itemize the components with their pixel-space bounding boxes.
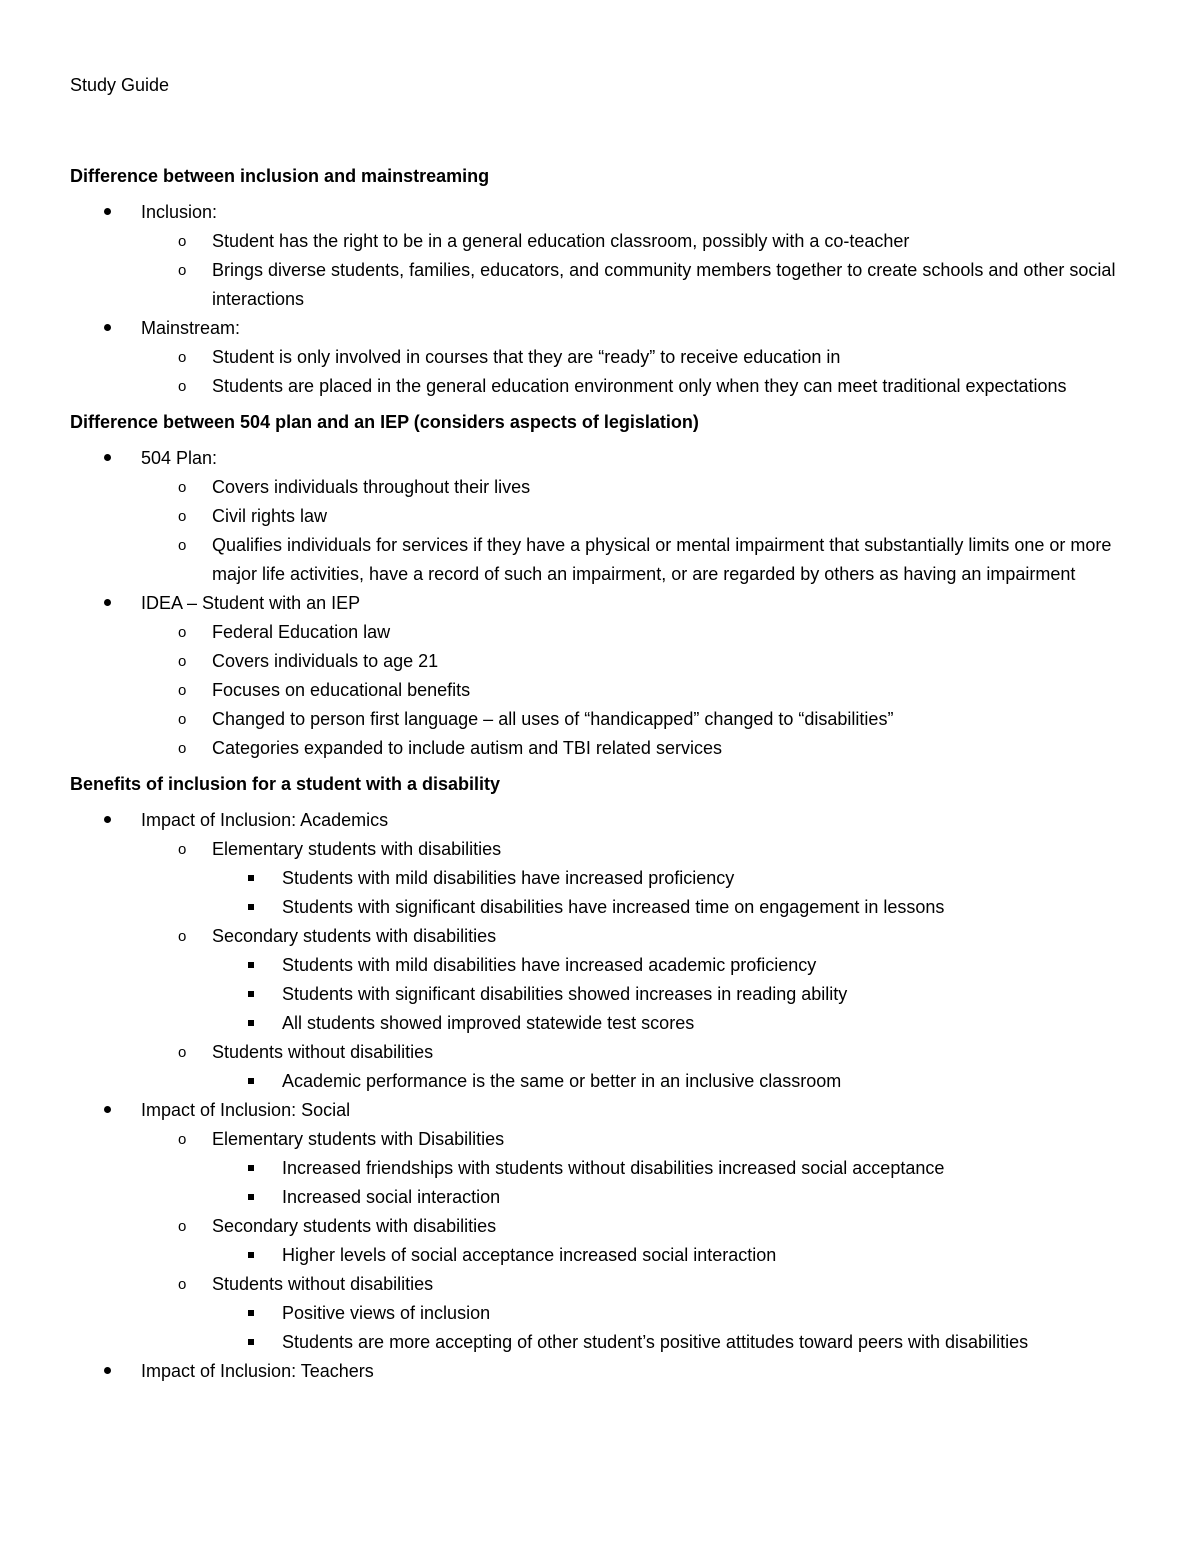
square-bullet-icon — [248, 980, 254, 1009]
circle-bullet-icon: o — [178, 1044, 187, 1061]
list-item-text: Categories expanded to include autism and TBI related services — [212, 738, 722, 758]
list-item — [70, 1328, 1120, 1357]
circle-bullet-icon: o — [178, 349, 187, 366]
list-item-text: Qualifies individuals for services if they have a physical or mental impairment that substantially limits one or more major life activities, have a record of such an impairment, or are regarded by others as having an impairment — [212, 535, 1112, 584]
list-item — [70, 589, 1120, 618]
list-item — [70, 473, 1120, 502]
list-item — [70, 1125, 1120, 1154]
list-item — [70, 198, 1120, 227]
circle-bullet-icon: o — [178, 479, 187, 496]
list-item-text: Impact of Inclusion: Social — [141, 1100, 351, 1120]
list-item-text: Covers individuals throughout their lives — [212, 477, 531, 497]
list-item — [70, 980, 1120, 1009]
square-bullet-icon — [248, 893, 254, 922]
square-bullet-icon — [248, 1299, 254, 1328]
bullet-list — [70, 806, 1120, 1386]
list-item-text: Impact of Inclusion: Academics — [141, 810, 389, 830]
section-heading: Benefits of inclusion for a student with a disability — [70, 774, 501, 794]
list-item — [70, 314, 1120, 343]
list-item-text: Positive views of inclusion — [282, 1303, 491, 1323]
document-title: Study Guide — [70, 75, 170, 95]
list-item-text: Student has the right to be in a general education classroom, possibly with a co-teacher — [212, 231, 910, 251]
circle-bullet-icon: o — [178, 1218, 187, 1235]
square-bullet-icon — [248, 1009, 254, 1038]
square-bullet-icon — [248, 1183, 254, 1212]
list-item-text: Brings diverse students, families, educators, and community members together to create schools and other social interactions — [212, 260, 1116, 309]
list-item — [70, 864, 1120, 893]
list-item — [70, 256, 1120, 314]
list-item-text: Students with significant disabilities showed increases in reading ability — [282, 984, 848, 1004]
list-item — [70, 1183, 1120, 1212]
bullet-list — [70, 444, 1120, 763]
list-item — [70, 444, 1120, 473]
circle-bullet-icon: o — [178, 233, 187, 250]
bullet-dot-icon — [104, 1357, 111, 1386]
list-item — [70, 835, 1120, 864]
list-item-text: Inclusion: — [141, 202, 218, 222]
square-bullet-icon — [248, 1154, 254, 1183]
list-item — [70, 227, 1120, 256]
list-item-text: Focuses on educational benefits — [212, 680, 471, 700]
section-heading: Difference between inclusion and mainstreaming — [70, 166, 490, 186]
list-item-text: Federal Education law — [212, 622, 391, 642]
list-item — [70, 922, 1120, 951]
list-item — [70, 531, 1120, 589]
list-item-text: Changed to person first language – all uses of “handicapped” changed to “disabilities” — [212, 709, 894, 729]
list-item-text: Students with mild disabilities have increased academic proficiency — [282, 955, 817, 975]
list-item-text: Increased social interaction — [282, 1187, 501, 1207]
circle-bullet-icon: o — [178, 841, 187, 858]
list-item — [70, 1009, 1120, 1038]
circle-bullet-icon: o — [178, 653, 187, 670]
square-bullet-icon — [248, 951, 254, 980]
list-item — [70, 676, 1120, 705]
square-bullet-icon — [248, 1067, 254, 1096]
list-item — [70, 1038, 1120, 1067]
list-item — [70, 1357, 1120, 1386]
list-item — [70, 1270, 1120, 1299]
list-item — [70, 502, 1120, 531]
list-item — [70, 705, 1120, 734]
circle-bullet-icon: o — [178, 1276, 187, 1293]
list-item-text: Students with mild disabilities have increased proficiency — [282, 868, 735, 888]
list-item-text: Students are placed in the general education environment only when they can meet traditional expectations — [212, 376, 1067, 396]
square-bullet-icon — [248, 864, 254, 893]
circle-bullet-icon: o — [178, 682, 187, 699]
circle-bullet-icon: o — [178, 537, 187, 554]
circle-bullet-icon: o — [178, 508, 187, 525]
bullet-dot-icon — [104, 314, 111, 343]
list-item-text: Students with significant disabilities have increased time on engagement in lessons — [282, 897, 945, 917]
circle-bullet-icon: o — [178, 711, 187, 728]
list-item-text: Elementary students with disabilities — [212, 839, 502, 859]
list-item-text: IDEA – Student with an IEP — [141, 593, 361, 613]
section-heading: Difference between 504 plan and an IEP (considers aspects of legislation) — [70, 412, 699, 432]
list-item-text: Academic performance is the same or better in an inclusive classroom — [282, 1071, 842, 1091]
list-item-text: Students without disabilities — [212, 1274, 434, 1294]
bullet-dot-icon — [104, 589, 111, 618]
list-item-text: Secondary students with disabilities — [212, 1216, 497, 1236]
bullet-dot-icon — [104, 198, 111, 227]
list-item — [70, 647, 1120, 676]
list-item — [70, 1154, 1120, 1183]
list-item — [70, 734, 1120, 763]
section — [70, 410, 1120, 763]
square-bullet-icon — [248, 1328, 254, 1357]
list-item-text: Elementary students with Disabilities — [212, 1129, 505, 1149]
circle-bullet-icon: o — [178, 262, 187, 279]
section — [70, 164, 1120, 401]
list-item-text: Student is only involved in courses that they are “ready” to receive education in — [212, 347, 841, 367]
bullet-dot-icon — [104, 444, 111, 473]
circle-bullet-icon: o — [178, 740, 187, 757]
list-item — [70, 1241, 1120, 1270]
list-item — [70, 951, 1120, 980]
list-item — [70, 1212, 1120, 1241]
list-item — [70, 618, 1120, 647]
document-body — [70, 164, 1120, 1386]
list-item-text: All students showed improved statewide test scores — [282, 1013, 695, 1033]
list-item-text: Higher levels of social acceptance increased social interaction — [282, 1245, 777, 1265]
list-item — [70, 1299, 1120, 1328]
bullet-dot-icon — [104, 806, 111, 835]
list-item-text: Civil rights law — [212, 506, 328, 526]
list-item — [70, 1067, 1120, 1096]
list-item — [70, 806, 1120, 835]
square-bullet-icon — [248, 1241, 254, 1270]
list-item-text: Impact of Inclusion: Teachers — [141, 1361, 374, 1381]
list-item — [70, 372, 1120, 401]
list-item — [70, 343, 1120, 372]
list-item-text: Students without disabilities — [212, 1042, 434, 1062]
list-item-text: Students are more accepting of other student’s positive attitudes toward peers with disabilities — [282, 1332, 1029, 1352]
list-item-text: 504 Plan: — [141, 448, 218, 468]
list-item-text: Increased friendships with students without disabilities increased social acceptance — [282, 1158, 945, 1178]
list-item — [70, 1096, 1120, 1125]
circle-bullet-icon: o — [178, 624, 187, 641]
section — [70, 772, 1120, 1386]
bullet-list — [70, 198, 1120, 401]
bullet-dot-icon — [104, 1096, 111, 1125]
list-item-text: Secondary students with disabilities — [212, 926, 497, 946]
list-item-text: Covers individuals to age 21 — [212, 651, 439, 671]
circle-bullet-icon: o — [178, 928, 187, 945]
list-item-text: Mainstream: — [141, 318, 241, 338]
circle-bullet-icon: o — [178, 378, 187, 395]
list-item — [70, 893, 1120, 922]
circle-bullet-icon: o — [178, 1131, 187, 1148]
